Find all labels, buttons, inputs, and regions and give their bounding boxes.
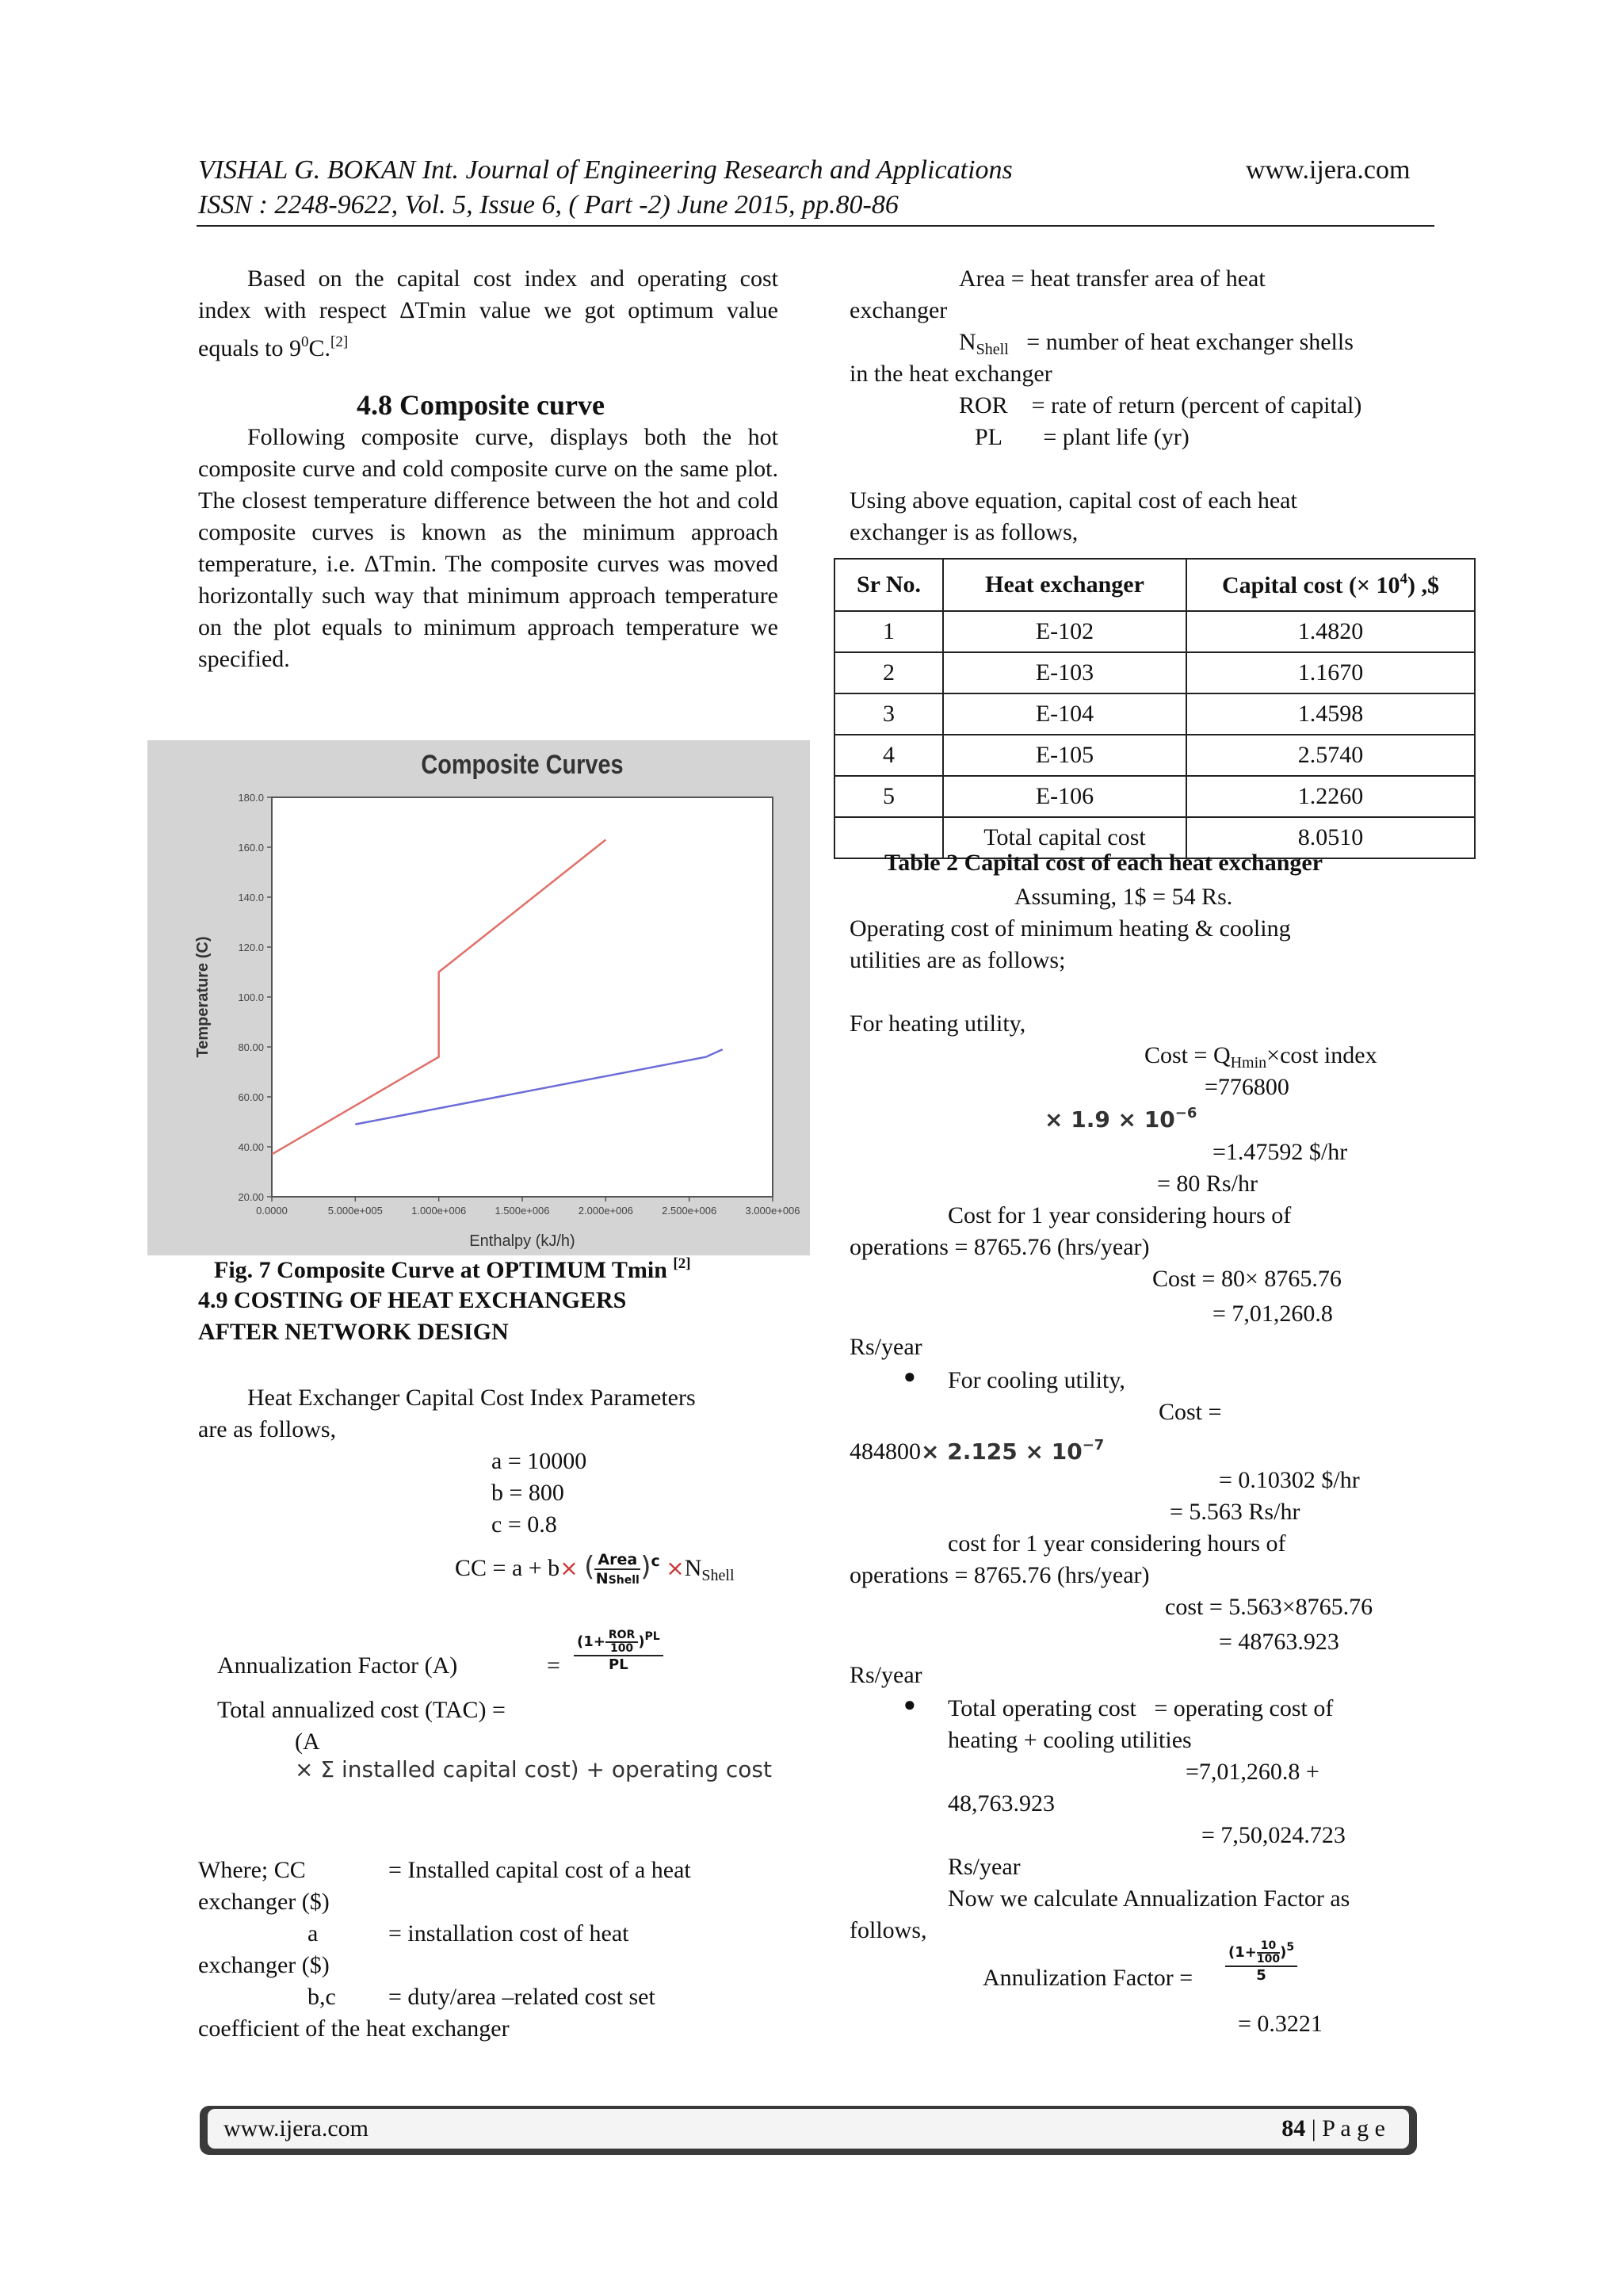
cooling-result-usd: = 0.10302 $/hr bbox=[1219, 1467, 1360, 1493]
rs-year-3: Rs/year bbox=[948, 1854, 1021, 1880]
cc-equation: CC = a + b× ( $\frac{\text{Area}}{\text{NShell}}$ )$^c \times N_{Shell}$ bbox=[455, 1551, 735, 1588]
heating-multiplier: × $1.9 \times 10^{-6}$ bbox=[1044, 1105, 1197, 1133]
y-tick-label: 80.00 bbox=[238, 1041, 264, 1053]
y-tick-label: 120.0 bbox=[238, 942, 264, 953]
x-tick-label: 3.000e+006 bbox=[745, 1205, 800, 1217]
af-equals: = bbox=[547, 1652, 560, 1679]
x-axis-label: Enthalpy (kJ/h) bbox=[469, 1232, 575, 1250]
op-intro-1: Operating cost of minimum heating & cooling bbox=[850, 915, 1291, 942]
op-intro-2: utilities are as follows; bbox=[850, 947, 1066, 973]
col-header-exchanger: Heat exchanger bbox=[943, 559, 1186, 611]
journal-header: VISHAL G. BOKAN Int. Journal of Engineering Research and Applications bbox=[198, 155, 1013, 185]
year-text-2: operations = 8765.76 (hrs/year) bbox=[850, 1234, 1150, 1260]
cooling-cost-eq: Cost = bbox=[1159, 1399, 1222, 1425]
where-cc-def: = Installed capital cost of a heat bbox=[388, 1857, 691, 1883]
heating-year-value: = 7,01,260.8 bbox=[1212, 1301, 1333, 1327]
cyear-text-1: cost for 1 year considering hours of bbox=[948, 1530, 1286, 1557]
y-tick-label: 180.0 bbox=[238, 792, 264, 804]
section-4-9-title-1: 4.9 COSTING OF HEAT EXCHANGERS bbox=[198, 1287, 627, 1313]
section-4-8-paragraph: Following composite curve, displays both the hot composite curve and cold composite curve on the same plot. The closest temperature difference between the hot and cold composite curves is known as the minimum approach temperature, i.e. ΔTmin. The composite curves was moved horizontally such way that minimum approach temperature on the plot equals to minimum approach temperature we specified. bbox=[198, 424, 778, 672]
params-intro-2: are as follows, bbox=[198, 1416, 337, 1442]
param-c: c = 0.8 bbox=[491, 1511, 557, 1538]
y-tick-label: 160.0 bbox=[238, 842, 264, 854]
rs-year-1: Rs/year bbox=[850, 1334, 922, 1360]
footer-site: www.ijera.com bbox=[223, 2115, 369, 2141]
y-tick-label: 40.00 bbox=[238, 1141, 264, 1153]
y-tick-label: 100.0 bbox=[238, 991, 264, 1003]
year-text-1: Cost for 1 year considering hours of bbox=[948, 1202, 1292, 1228]
total-label: Total capital cost bbox=[943, 817, 1186, 858]
issn-header: ISSN : 2248-9622, Vol. 5, Issue 6, ( Part -2) June 2015, pp.80-86 bbox=[198, 190, 899, 220]
cooling-year-value: = 48763.923 bbox=[1219, 1629, 1339, 1655]
table-caption: Table 2 Capital cost of each heat exchanger bbox=[884, 850, 1323, 876]
plot-area bbox=[272, 797, 773, 1197]
now-text-2: follows, bbox=[850, 1917, 927, 1943]
footer-page: 84 | P a g e bbox=[1281, 2115, 1385, 2141]
bullet-total-op: ● bbox=[903, 1693, 916, 1716]
y-tick-label: 60.00 bbox=[238, 1091, 264, 1103]
composite-curve-figure bbox=[147, 740, 810, 1255]
page-footer bbox=[200, 2106, 1417, 2155]
def-area-2: exchanger bbox=[850, 297, 948, 323]
total-op-1: Total operating cost = operating cost of bbox=[948, 1695, 1334, 1721]
x-tick-label: 0.0000 bbox=[256, 1205, 288, 1217]
param-b: b = 800 bbox=[491, 1480, 564, 1506]
total-op-4: 48,763.923 bbox=[948, 1790, 1055, 1817]
x-tick-label: 5.000e+005 bbox=[327, 1205, 383, 1217]
y-tick-label: 140.0 bbox=[238, 892, 264, 904]
section-4-9-title-2: AFTER NETWORK DESIGN bbox=[198, 1319, 509, 1345]
table-row: 5 E-106 1.2260 bbox=[834, 776, 1475, 817]
tac-a: (A bbox=[295, 1729, 320, 1755]
cyear-text-2: operations = 8765.76 (hrs/year) bbox=[850, 1562, 1150, 1588]
anf-fraction: (1+ $\frac{10}{100}$ )$^5$ 5 bbox=[1225, 1939, 1297, 1985]
y-axis-label: Temperature (C) bbox=[194, 936, 212, 1058]
total-op-5: = 7,50,024.723 bbox=[1201, 1822, 1346, 1848]
total-op-3: =7,01,260.8 + bbox=[1186, 1759, 1319, 1785]
where-a-def: = installation cost of heat bbox=[388, 1920, 629, 1946]
fig-caption: Fig. 7 Composite Curve at OPTIMUM Tmin [2] bbox=[214, 1255, 691, 1283]
cooling-year-eq: cost = 5.563×8765.76 bbox=[1165, 1594, 1373, 1620]
heating-cost-eq: Cost = $Q_{Hmin}\times\cos t$ index bbox=[1144, 1042, 1377, 1072]
where-cc-def-2: exchanger ($) bbox=[198, 1889, 330, 1915]
cooling-label: For cooling utility, bbox=[948, 1367, 1125, 1393]
where-a-def-2: exchanger ($) bbox=[198, 1952, 330, 1978]
tac-expression: × Σ installed capital cost) + operating cost bbox=[295, 1756, 772, 1782]
now-text-1: Now we calculate Annualization Factor as bbox=[948, 1885, 1350, 1912]
col-header-capital-cost: Capital cost (× $10^4$) ,$ bbox=[1186, 559, 1475, 611]
af-fraction: (1+ $\frac{\text{ROR}}{100}$ )$^{PL}$ PL bbox=[574, 1628, 663, 1674]
total-value: 8.0510 bbox=[1186, 817, 1475, 858]
cooling-value: $484800\times 2.125 \times 10^{-7}$ bbox=[850, 1437, 1105, 1465]
x-tick-label: 2.000e+006 bbox=[578, 1205, 633, 1217]
table-header-row bbox=[834, 559, 1475, 611]
where-bc-def: = duty/area –related cost set bbox=[388, 1984, 655, 2010]
anf-label: Annulization Factor = bbox=[983, 1965, 1193, 1991]
table-row: 3 E-104 1.4598 bbox=[834, 693, 1475, 735]
def-nshell: $N_{Shell}$ = number of heat exchanger shells bbox=[959, 329, 1354, 358]
x-tick-label: 1.000e+006 bbox=[411, 1205, 467, 1217]
where-bc-label: b,c bbox=[307, 1984, 336, 2010]
where-bc-def-2: coefficient of the heat exchanger bbox=[198, 2015, 510, 2042]
def-ror: ROR = rate of return (percent of capital) bbox=[959, 392, 1362, 418]
def-nshell-2: in the heat exchanger bbox=[850, 361, 1052, 387]
x-tick-label: 2.500e+006 bbox=[662, 1205, 717, 1217]
header-rule bbox=[197, 225, 1434, 227]
where-a-label: a bbox=[307, 1920, 319, 1946]
composite-curve-chart bbox=[147, 740, 810, 1255]
x-tick-label: 1.500e+006 bbox=[495, 1205, 550, 1217]
section-4-8-title: 4.8 Composite curve bbox=[357, 389, 605, 421]
using-text-2: exchanger is as follows, bbox=[850, 519, 1079, 545]
anf-value: = 0.3221 bbox=[1238, 2011, 1323, 2037]
rs-year-2: Rs/year bbox=[850, 1662, 922, 1688]
using-text-1: Using above equation, capital cost of each heat bbox=[850, 487, 1297, 514]
heating-result-rs: = 80 Rs/hr bbox=[1157, 1171, 1258, 1197]
tac-label: Total annualized cost (TAC) = bbox=[217, 1697, 506, 1723]
where-cc-label: Where; CC bbox=[198, 1857, 306, 1883]
table-row: 1 E-102 1.4820 bbox=[834, 611, 1475, 652]
param-a: a = 10000 bbox=[491, 1448, 587, 1474]
def-pl: PL = plant life (yr) bbox=[975, 424, 1190, 450]
assuming-text: Assuming, 1$ = 54 Rs. bbox=[1014, 884, 1233, 910]
header-site: www.ijera.com bbox=[1246, 155, 1411, 185]
heating-result-usd: =1.47592 $/hr bbox=[1212, 1139, 1348, 1165]
chart-title: Composite Curves bbox=[421, 748, 624, 780]
af-label: Annualization Factor (A) bbox=[217, 1652, 458, 1679]
heating-label: For heating utility, bbox=[850, 1010, 1026, 1037]
cooling-result-rs: = 5.563 Rs/hr bbox=[1170, 1499, 1300, 1525]
def-area: Area = heat transfer area of heat bbox=[959, 266, 1266, 292]
col-header-sr: Sr No. bbox=[834, 559, 943, 611]
heating-year-eq: Cost = 80× 8765.76 bbox=[1152, 1266, 1342, 1292]
heating-q-value: =776800 bbox=[1205, 1074, 1289, 1100]
intro-paragraph: Based on the capital cost index and operating cost index with respect ΔTmin value we got optimum value equals to $9^0C.[2]$ bbox=[198, 266, 778, 361]
params-intro-1: Heat Exchanger Capital Cost Index Parameters bbox=[247, 1385, 696, 1411]
table-row: 4 E-105 2.5740 bbox=[834, 735, 1475, 776]
table-row: 2 E-103 1.1670 bbox=[834, 652, 1475, 693]
y-tick-label: 20.00 bbox=[238, 1191, 264, 1203]
capital-cost-table bbox=[834, 558, 1476, 859]
total-op-2: heating + cooling utilities bbox=[948, 1727, 1192, 1753]
bullet-cooling: ● bbox=[903, 1365, 916, 1388]
